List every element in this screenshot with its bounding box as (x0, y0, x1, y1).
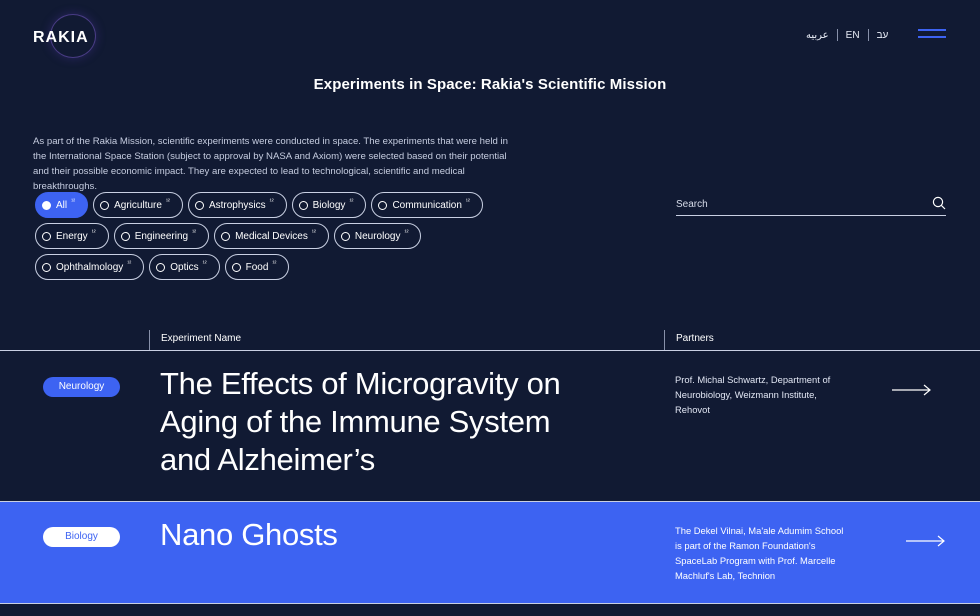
filter-chip-optics[interactable]: Optics $^{^{12}}$ (149, 254, 219, 280)
filter-chip-food[interactable]: Food $^{^{12}}$ (225, 254, 290, 280)
experiment-row[interactable] (0, 351, 980, 501)
page-title: Experiments in Space: Rakia's Scientific Mission (313, 76, 667, 93)
lang-arabic[interactable]: عربيه (806, 29, 829, 41)
filter-chip-agriculture[interactable]: Agriculture $^{^{12}}$ (93, 192, 183, 218)
intro-paragraph: As part of the Rakia Mission, scientific experiments were conducted in space. The experiments that were held in the International Space Station (subject to approval by NASA and Axiom) were selected based on their potential and their possible economic impact. They are expected to lead to technological, scientific and medical breakthroughs. (33, 136, 508, 192)
category-tag: Biology (43, 527, 120, 547)
filter-chip-communication[interactable]: Communication $^{^{12}}$ (371, 192, 482, 218)
filter-chip-astrophysics[interactable]: Astrophysics $^{^{12}}$ (188, 192, 287, 218)
filter-chip-engineering[interactable]: Engineering $^{^{12}}$ (114, 223, 209, 249)
filter-chip-ophthalmology[interactable]: Ophthalmology $^{^{12}}$ (35, 254, 144, 280)
arrow-right-icon[interactable] (906, 535, 946, 547)
column-header-experiment-name: Experiment Name (149, 330, 664, 350)
filter-chip-medical-devices[interactable]: Medical Devices $^{^{12}}$ (214, 223, 329, 249)
row-divider (0, 603, 980, 616)
experiment-row[interactable] (0, 502, 980, 616)
hamburger-icon[interactable] (918, 29, 946, 41)
filter-chip-biology[interactable]: Biology $^{^{12}}$ (292, 192, 367, 218)
lang-hebrew[interactable]: עב (876, 29, 889, 41)
search-input[interactable] (676, 195, 916, 210)
category-tag: Neurology (43, 377, 120, 397)
arrow-right-icon[interactable] (892, 384, 932, 396)
filter-chip-energy[interactable]: Energy $^{^{12}}$ (35, 223, 109, 249)
experiment-name: The Effects of Microgravity on Aging of the Immune System and Alzheimer’s (160, 366, 561, 477)
rakia-logo[interactable] (30, 14, 114, 58)
column-header-partners: Partners (664, 330, 980, 350)
experiment-name: Nano Ghosts (160, 517, 338, 552)
experiment-partners: Prof. Michal Schwartz, Department of Neurobiology, Weizmann Institute, Rehovot (675, 374, 831, 415)
category-filters (35, 192, 470, 285)
filter-chip-all[interactable]: All $^{^{12}}$ (35, 192, 88, 218)
search-bar (676, 194, 946, 216)
filter-chip-neurology[interactable]: Neurology $^{^{12}}$ (334, 223, 422, 249)
logo-wordmark: RAKIA (33, 29, 89, 46)
experiment-partners: The Dekel Vilnai, Ma'ale Adumim School is part of the Ramon Foundation's SpaceLab Program with Prof. Marcelle Machluf's Lab, Technion (675, 525, 844, 581)
language-switcher (798, 29, 896, 41)
search-icon[interactable] (932, 196, 946, 210)
lang-english[interactable]: EN (845, 29, 860, 41)
